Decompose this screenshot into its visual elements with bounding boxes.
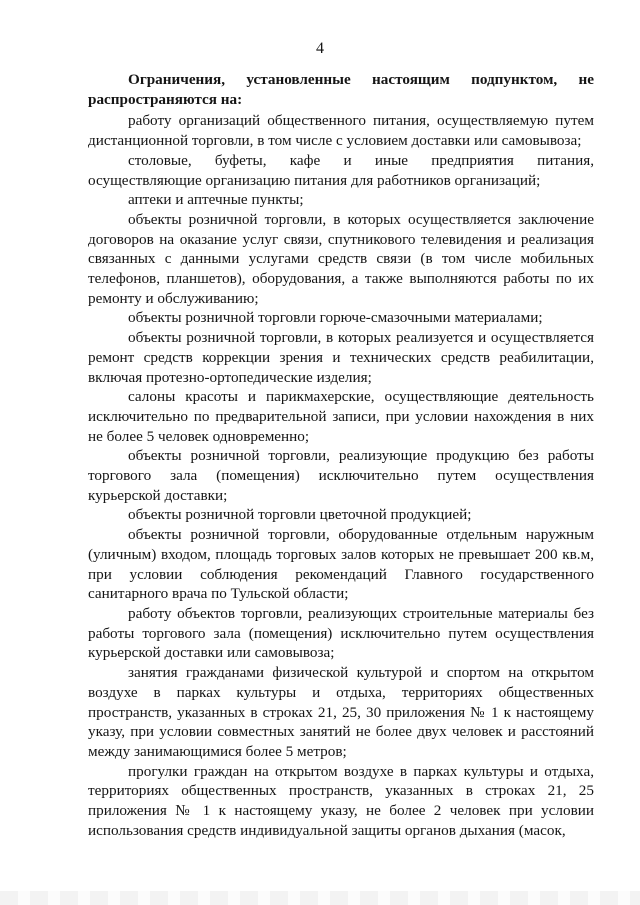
list-item-courier-delivery: объекты розничной торговли, реализующие продукцию без работы торгового зала (помещения) исключительно путем осуществления курьерской доставки; [88,447,594,504]
list-item-canteens: столовые, буфеты, кафе и иные предприятия питания, осуществляющие организацию питания для работников организаций; [88,151,594,189]
list-item-catering: работу организаций общественного питания, осуществляемую путем дистанционной торговли, в том числе с условием доставки или самовывоза; [88,112,594,150]
section-heading: Ограничения, установленные настоящим подпунктом, не распространяются на: [88,71,594,108]
list-item-telecom-stores: объекты розничной торговли, в которых осуществляется заключение договоров на оказание услуг связи, спутникового телевидения и реализация связанных с данными услугами средств связи (в том числе мобильных телефонов, планшетов), оборудования, а также выполняются работы по их ремонту и обслуживанию; [88,210,594,307]
list-item-small-stores: объекты розничной торговли, оборудованные отдельным наружным (уличным) входом, площадь торговых залов которых не превышает 200 кв.м, при условии соблюдения рекомендаций Главного государственного санитарного врача по Тульской области; [88,526,594,603]
list-item-flower-stores: объекты розничной торговли цветочной продукцией; [128,506,472,524]
document-body [88,70,594,840]
scan-bottom-edge [0,891,640,905]
list-item-building-materials: работу объектов торговли, реализующих строительные материалы без работы торгового зала (помещения) исключительно путем осуществления курьерской доставки или самовывоза; [88,604,594,662]
list-item-optics-stores: объекты розничной торговли, в которых реализуется и осуществляется ремонт средств коррекции зрения и технических средств реабилитации, включая протезно-ортопедические изделия; [88,329,594,386]
list-item-beauty-salons: салоны красоты и парикмахерские, осуществляющие деятельность исключительно по предварительной записи, при условии нахождения в них не более 5 человек одновременно; [88,388,594,445]
list-item-outdoor-sports: занятия гражданами физической культурой и спортом на открытом воздухе в парках культуры и отдыха, территориях общественных пространств, указанных в строках 21, 25, 30 приложения № 1 к настоящему указу, при условии совместных занятий не более двух человек и расстояний между занимающимися более 5 метров; [88,664,594,760]
list-item-pharmacies: аптеки и аптечные пункты; [128,191,304,209]
page-number: 4 [316,40,324,57]
list-item-outdoor-walks: прогулки граждан на открытом воздухе в парках культуры и отдыха, территориях общественных пространств, указанных в строках 21, 25 приложения № 1 к настоящему указу, не более 2 человек при условии использования средств индивидуальной защиты органов дыхания (масок, [88,762,594,839]
list-item-fuel-stores: объекты розничной торговли горюче-смазочными материалами; [128,309,543,327]
